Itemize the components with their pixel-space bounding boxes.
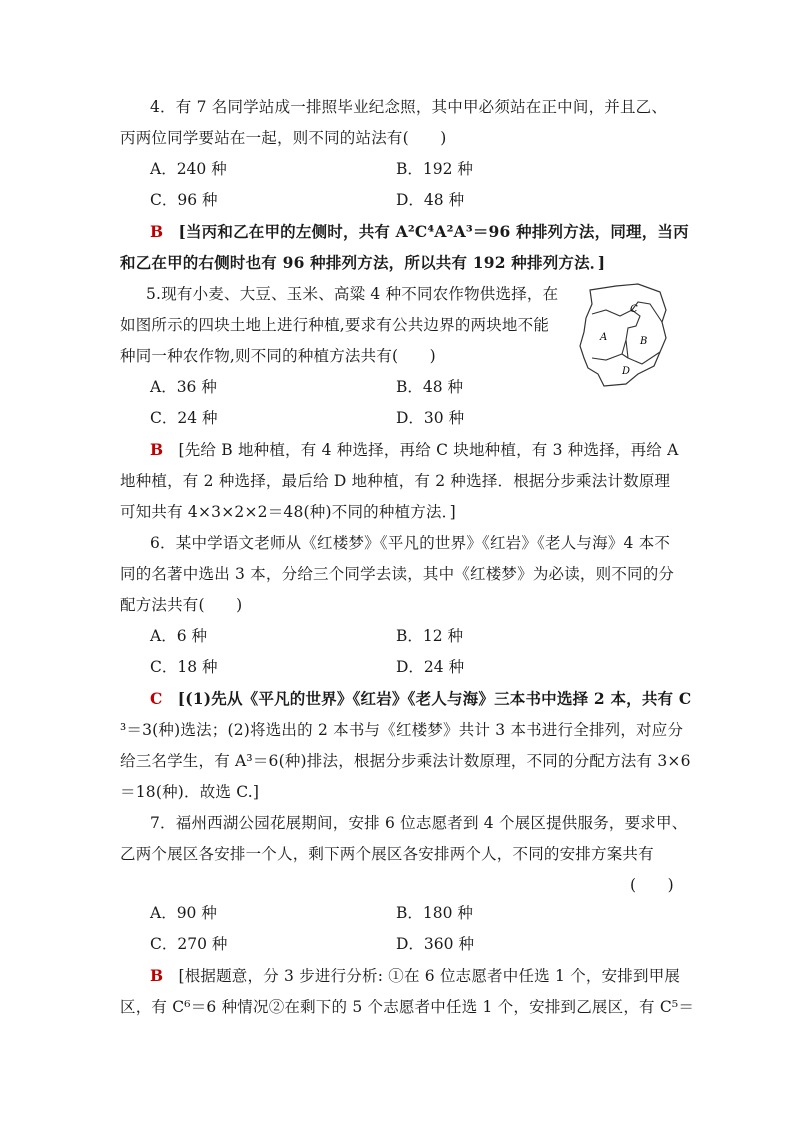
q4-solution-text1: [当丙和乙在甲的左侧时，共有 A²C⁴A²A³＝96 种排列方法，同理，当丙 xyxy=(178,222,689,241)
q7-option-b: B．180 种 xyxy=(396,904,473,922)
q7-stem-line1: 7．福州西湖公园花展期间，安排 6 位志愿者到 4 个展区提供服务，要求甲、 xyxy=(150,814,688,832)
q6-stem-line3: 配方法共有( ) xyxy=(120,596,243,614)
q5-solution-text1: [先给 B 地种植，有 4 种选择，再给 C 块地种植，有 3 种选择，再给 A xyxy=(178,441,679,459)
q7-solution-text1: [根据题意，分 3 步进行分析: ①在 6 位志愿者中任选 1 个，安排到甲展 xyxy=(178,967,681,985)
q6-stem-line1: 6．某中学语文老师从《红楼梦》《平凡的世界》《红岩》《老人与海》4 本不 xyxy=(150,534,671,552)
q6-option-d: D．24 种 xyxy=(396,658,465,676)
q4-option-a: A．240 种 xyxy=(150,160,227,178)
q5-stem-line2: 如图所示的四块土地上进行种植,要求有公共边界的两块地不能 xyxy=(120,316,550,334)
q6-stem-line2: 同的名著中选出 3 本，分给三个同学去读，其中《红楼梦》为必读，则不同的分 xyxy=(120,565,675,583)
q4-solution-line1 xyxy=(150,222,689,242)
q5-option-c: C．24 种 xyxy=(150,409,218,427)
q6-option-c: C．18 种 xyxy=(150,658,218,676)
q7-stem-line3: ( ) xyxy=(630,876,674,894)
q6-solution-line2: ³＝3(种)选法；(2)将选出的 2 本书与《红楼梦》共计 3 本书进行全排列，对应分 xyxy=(120,721,684,739)
q6-answer-letter: C xyxy=(150,689,163,708)
map-label-c: C xyxy=(630,304,638,315)
q7-option-d: D．360 种 xyxy=(396,935,474,953)
map-label-b: B xyxy=(640,336,648,347)
q5-answer-letter: B xyxy=(150,440,164,459)
q7-solution-line1 xyxy=(150,966,680,986)
q4-stem-line1: 4．有 7 名同学站成一排照毕业纪念照，其中甲必须站在正中间，并且乙、 xyxy=(150,98,668,116)
land-plot-map xyxy=(576,282,672,388)
q5-option-d: D．30 种 xyxy=(396,409,465,427)
q5-solution-line1 xyxy=(150,440,679,460)
q6-solution-text1: [(1)先从《平凡的世界》《红岩》《老人与海》三本书中选择 2 本，共有 C xyxy=(177,689,692,708)
q5-solution-line3: 可知共有 4×3×2×2＝48(种)不同的种植方法．] xyxy=(120,503,456,521)
q4-option-b: B．192 种 xyxy=(396,160,473,178)
q5-option-b: B．48 种 xyxy=(396,378,464,396)
q4-option-c: C．96 种 xyxy=(150,191,218,209)
q6-option-b: B．12 种 xyxy=(396,627,464,645)
q6-solution-line4: ＝18(种)．故选 C.] xyxy=(120,783,260,801)
q4-solution-line2: 和乙在甲的右侧时也有 96 种排列方法，所以共有 192 种排列方法．] xyxy=(120,253,606,272)
q5-stem-line1: 5.现有小麦、大豆、玉米、高粱 4 种不同农作物供选择，在 xyxy=(146,285,559,303)
map-label-a: A xyxy=(600,332,608,343)
q6-option-a: A．6 种 xyxy=(150,627,207,645)
q7-option-a: A．90 种 xyxy=(150,904,217,922)
q5-option-a: A．36 种 xyxy=(150,378,217,396)
q7-solution-line2: 区，有 C⁶＝6 种情况②在剩下的 5 个志愿者中任选 1 个，安排到乙展区，有 C⁵＝ xyxy=(120,998,695,1016)
q6-solution-line1 xyxy=(150,689,691,709)
q5-solution-line2: 地种植，有 2 种选择，最后给 D 地种植，有 2 种选择．根据分步乘法计数原理 xyxy=(120,472,671,490)
q4-option-d: D．48 种 xyxy=(396,191,465,209)
q7-option-c: C．270 种 xyxy=(150,935,228,953)
q5-stem-line3: 种同一种农作物,则不同的种植方法共有( ) xyxy=(120,347,436,365)
q7-answer-letter: B xyxy=(150,966,164,985)
q4-stem-line2: 丙两位同学要站在一起，则不同的站法有( ) xyxy=(120,129,447,147)
map-label-d: D xyxy=(622,366,631,377)
q6-solution-line3: 给三名学生，有 A³＝6(种)排法，根据分步乘法计数原理，不同的分配方法有 3×6 xyxy=(120,752,691,770)
q7-stem-line2: 乙两个展区各安排一个人，剩下两个展区各安排两个人，不同的安排方案共有 xyxy=(120,845,654,863)
q4-answer-letter: B xyxy=(150,222,164,241)
